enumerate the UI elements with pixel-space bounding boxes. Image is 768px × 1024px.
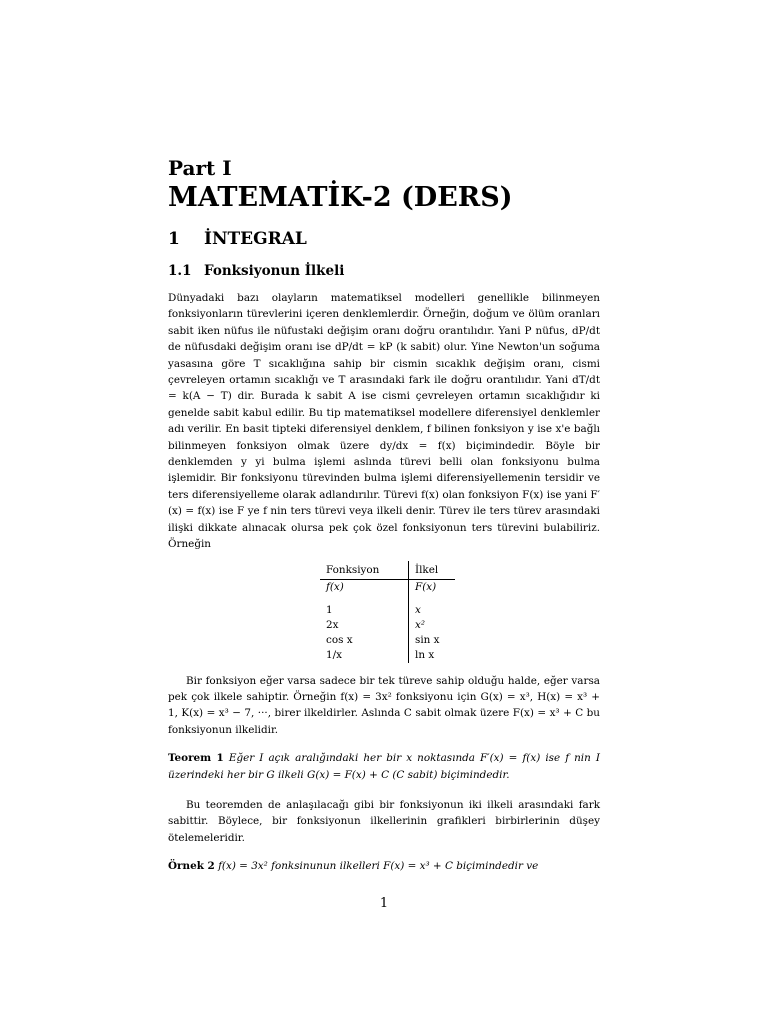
table-cell: ln x xyxy=(415,649,435,661)
page-number: 1 xyxy=(379,896,389,911)
table-spacer xyxy=(320,595,455,603)
table-cell: x² xyxy=(415,619,426,631)
table-cell: f(x) xyxy=(320,579,409,595)
table-row xyxy=(320,579,455,595)
table-row xyxy=(320,633,455,648)
main-title: MATEMATİK-2 (DERS) xyxy=(168,182,513,213)
table-cell: cos x xyxy=(320,633,409,648)
theorem xyxy=(168,750,600,783)
page-content xyxy=(168,156,600,875)
example xyxy=(168,858,600,874)
paragraph-theorem-note: Bu teoremden de anlaşılacağı gibi bir fonksiyonun iki ilkeli arasındaki fark sabittir. Böylece, bir fonksiyonun ilkellerinin grafikleri birbirlerinin düşey ötelemeleridir. xyxy=(168,798,600,844)
paragraph-antiderivatives: Bir fonksiyon eğer varsa sadece bir tek türeve sahip olduğu halde, eğer varsa pek çok ilkele sahiptir. Örneğin f(x) = 3x² fonksiyonu için G(x) = x³, H(x) = x³ + 1, K(x) = x³ − 7, ···, birer ilkeldirler. Aslında C sabit olmak üzere F(x) = x³ + C bu fonksiyonun ilkelidir. xyxy=(168,674,600,736)
table-cell: x xyxy=(415,604,421,616)
section-heading xyxy=(168,229,600,249)
table-cell: 2x xyxy=(320,618,409,633)
section-number: 1 xyxy=(168,229,180,249)
part-label: Part I xyxy=(168,156,232,180)
theorem-text: Eğer I açık aralığındaki her bir x noktasında F′(x) = f(x) ise f nin I üzerindeki her bir G ilkeli G(x) = F(x) + C (C sabit) biçimindedir. xyxy=(168,752,600,781)
example-text: f(x) = 3x² fonksinunun ilkelleri F(x) = x³ + C biçimindedir ve xyxy=(218,860,539,873)
table-header-row xyxy=(320,561,455,580)
table-row xyxy=(320,618,455,633)
subsection-heading xyxy=(168,263,600,279)
table-cell: F(x) xyxy=(415,581,437,593)
subsection-title: Fonksiyonun İlkeli xyxy=(204,263,345,279)
section-title: İNTEGRAL xyxy=(204,229,307,249)
table-row xyxy=(320,603,455,618)
table-header-cell: İlkel xyxy=(409,561,456,580)
antiderivative-table xyxy=(320,561,455,663)
example-label: Örnek 2 xyxy=(168,860,215,873)
subsection-number: 1.1 xyxy=(168,263,192,279)
theorem-label: Teorem 1 xyxy=(168,752,224,765)
paragraph-intro: Dünyadaki bazı olayların matematiksel modelleri genellikle bilinmeyen fonksiyonların türevlerini içeren denklemlerdir. Örneğin, doğum ve ölüm oranları sabit iken nüfus ile nüfustaki değişim oranı doğru orantılıdır. Yani P nüfus, dP/dt de nüfusdaki değişim oranı ise dP/dt = kP (k sabit) olur. Yine Newton'un soğuma yasasına göre T sıcaklığına sahip bir cismin sıcaklık değişim oranı, cismi çevreleyen ortamın sıcaklığı ve T arasındaki fark ile doğru orantılıdır. Yani dT/dt = k(A − T) dir. Burada k sabit A ise cismi çevreleyen ortamın sıcaklığıdır ki genelde sabit kabul edilir. Bu tip matematiksel modellere diferensiyel denklemler adı verilir. En basit tipteki diferensiyel denklem, f bilinen fonksiyon y ise x'e bağlı bilinmeyen fonksiyon olmak üzere dy/dx = f(x) biçimindedir. Böyle bir denklemden y yi bulma işlemi aslında türevi belli olan fonksiyonu bulma işlemidir. Bir fonksiyonu türevinden bulma işlemi diferensiyellemenin tersidir ve ters diferensiyelleme olarak adlandırılır. Türevi f(x) olan fonksiyon F(x) ise yani F′(x) = f(x) ise F ye f nin ters türevi veya ilkeli denir. Türev ile ters türev arasındaki ilişki dikkate alınacak olursa pek çok özel fonksiyonun ters türevini bulabiliriz. Örneğin xyxy=(168,292,600,551)
table-cell: 1/x xyxy=(320,648,409,663)
table-header-cell: Fonksiyon xyxy=(320,561,409,580)
table-cell: 1 xyxy=(320,603,409,618)
table-row xyxy=(320,648,455,663)
table-cell: sin x xyxy=(415,634,440,646)
